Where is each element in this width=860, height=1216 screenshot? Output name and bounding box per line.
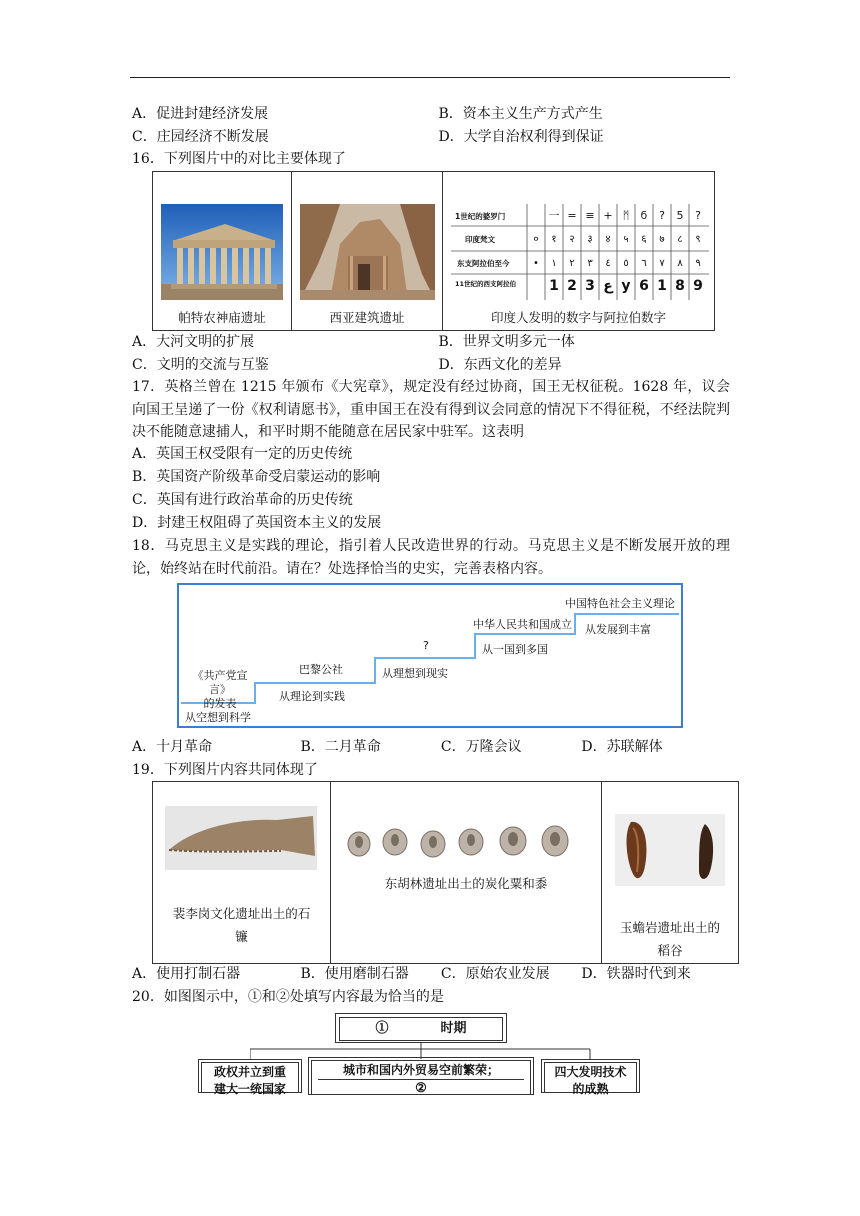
numeral-glyph: 6 — [639, 278, 649, 294]
q16-cell-parthenon — [153, 172, 291, 330]
diagram-left-line1: 政权并立到重 — [213, 1065, 286, 1079]
diagram-top-box — [335, 1013, 507, 1043]
q19-option-b[interactable]: B．使用磨制石器 — [300, 966, 409, 982]
parthenon-photo — [161, 204, 283, 300]
q16-figure — [152, 171, 715, 331]
q15-options-row2 — [132, 127, 604, 147]
q18-staircase-chart — [177, 583, 683, 728]
q16-option-c[interactable]: C．文明的交流与互鉴 — [132, 357, 269, 373]
diagram-left-box — [198, 1059, 302, 1096]
numeral-glyph: ४ — [605, 234, 611, 245]
q16-caption-1: 帕特农神庙遗址 — [178, 310, 266, 325]
q19-caption-2: 东胡林遗址出土的炭化粟和黍 — [384, 876, 548, 891]
diagram-right-inner — [544, 1062, 637, 1096]
numeral-glyph: ८ — [677, 234, 683, 245]
numeral-glyph: ٢ — [569, 258, 575, 269]
q19-option-a[interactable]: A．使用打制石器 — [132, 966, 241, 982]
q20-stem: 20．如图图示中，①和②处填写内容最为恰当的是 — [132, 989, 444, 1005]
q15-option-c[interactable]: C．庄园经济不断发展 — [132, 129, 269, 145]
q16-option-b[interactable]: B．世界文明多元一体 — [438, 334, 575, 350]
numeral-glyph: ५ — [623, 234, 629, 245]
q17-option-d[interactable]: D．封建王权阻碍了英国资本主义的发展 — [132, 515, 382, 531]
header-rule — [130, 77, 730, 78]
q19-caption-3a: 玉蟾岩遗址出土的 — [619, 920, 720, 935]
diagram-right-line2: 的成熟 — [572, 1082, 609, 1096]
step4-label: 从一国到多国 — [482, 643, 548, 656]
rice-grain-photo — [615, 814, 725, 886]
step1-label: 从空想到科学 — [185, 711, 251, 724]
q19-stem: 19．下列图片内容共同体现了 — [132, 762, 318, 778]
numeral-glyph: १ — [551, 234, 557, 245]
step4-event: 中华人民共和国成立 — [473, 618, 572, 631]
step2-event: 巴黎公社 — [299, 663, 343, 676]
numeral-glyph: ? — [695, 209, 701, 222]
q19-cell-sickle — [153, 782, 330, 963]
q16-stem: 16．下列图片中的对比主要体现了 — [132, 151, 346, 167]
numeral-glyph: ? — [659, 209, 665, 222]
step2-label: 从理论到实践 — [279, 690, 345, 703]
step5-label: 从发展到丰富 — [585, 623, 651, 636]
numeral-glyph: ᛗ — [622, 209, 630, 222]
q19-caption-3b: 稻谷 — [657, 943, 683, 958]
numeral-row-label-4: 11世纪的西支阿拉伯 — [455, 280, 517, 288]
numeral-glyph: 1 — [549, 278, 559, 294]
q15-options-row1 — [132, 104, 603, 124]
q18-option-c[interactable]: C．万隆会议 — [440, 739, 522, 755]
q18-option-d[interactable]: D．苏联解体 — [581, 739, 663, 755]
numeral-glyph: ९ — [695, 234, 701, 245]
numeral-glyph: ٥ — [623, 258, 629, 269]
numeral-row-label-1: 1世纪的婆罗门 — [455, 212, 506, 221]
numeral-row-label-3: 东支阿拉伯至今 — [457, 259, 510, 268]
numeral-glyph: ع — [603, 278, 613, 294]
numeral-row-label-2: 印度梵文 — [465, 235, 495, 244]
diagram-middle-box — [308, 1057, 534, 1095]
q15-option-d[interactable]: D．大学自治权利得到保证 — [438, 129, 604, 145]
q19-figure — [152, 781, 739, 964]
q19-option-d[interactable]: D．铁器时代到来 — [581, 966, 691, 982]
numeral-glyph: = — [567, 209, 577, 222]
diagram-top-label: ① 时期 — [339, 1017, 503, 1041]
q16-option-a[interactable]: A．大河文明的扩展 — [132, 334, 255, 350]
numeral-glyph: 5 — [676, 209, 684, 222]
q18-options — [132, 737, 663, 757]
numeral-glyph: 3 — [585, 278, 595, 294]
q19-cell-millet — [330, 782, 601, 963]
numeral-glyph: ७ — [659, 234, 665, 245]
q16-caption-3: 印度人发明的数字与阿拉伯数字 — [490, 310, 666, 325]
diagram-left-line2: 建大一统国家 — [213, 1082, 286, 1096]
millet-seeds-photo — [345, 820, 589, 866]
numeral-glyph: 一 — [548, 209, 560, 222]
q16-caption-2: 西亚建筑遗址 — [329, 310, 405, 325]
numeral-glyph: ٨ — [677, 258, 683, 269]
step1-event — [185, 669, 255, 711]
q17-stem: 17．英格兰曾在 1215 年颁布《大宪章》，规定没有经过协商，国王无权征税。1628 年，议会向国王呈递了一份《权利请愿书》，重申国王在没有得到议会同意的情况下不得征税，不经法院判决不能随意逮捕人，和平时期不能随意在居民家中驻军。这表明 — [132, 379, 730, 440]
numeral-glyph: ० — [533, 234, 539, 245]
numeral-glyph: २ — [569, 234, 575, 245]
numeral-glyph: 2 — [567, 278, 577, 294]
q16-option-d[interactable]: D．东西文化的差异 — [438, 357, 562, 373]
step1-event-line1: 《共产党宣言》 — [192, 669, 248, 696]
q19-option-c[interactable]: C．原始农业发展 — [440, 966, 550, 982]
numeral-glyph: + — [603, 209, 613, 222]
numeral-glyph: ١ — [551, 258, 557, 269]
numeral-glyph: ३ — [587, 234, 593, 245]
diagram-left-inner — [201, 1062, 299, 1096]
numeral-glyph: ≡ — [585, 209, 595, 222]
q16-options-row1 — [132, 332, 575, 352]
diagram-right-box — [541, 1059, 640, 1096]
q19-caption-1a: 裴李岗文化遗址出土的石 — [172, 906, 311, 921]
numeral-glyph: • — [533, 258, 539, 269]
q17-option-a[interactable]: A．英国王权受限有一定的历史传统 — [132, 446, 353, 462]
step3-label: 从理想到现实 — [382, 667, 448, 680]
q19-cell-rice — [601, 782, 738, 963]
q19-options — [132, 964, 691, 984]
q15-option-b[interactable]: B．资本主义生产方式产生 — [438, 106, 603, 122]
q19-caption-1b: 镰 — [235, 929, 248, 944]
numeral-glyph: ٣ — [587, 258, 593, 269]
numeral-glyph: ϭ — [640, 209, 648, 222]
numeral-glyph: ٧ — [659, 258, 665, 269]
step3-event: ? — [423, 639, 429, 652]
diagram-middle-line2: ② — [318, 1079, 524, 1097]
q18-stem: 18．马克思主义是实践的理论，指引着人民改造世界的行动。马克思主义是不断发展开放的理论，始终站在时代前沿。请在？处选择恰当的史实，完善表格内容。 — [132, 538, 730, 577]
numeral-glyph: 8 — [675, 278, 685, 294]
q18-option-a[interactable]: A．十月革命 — [132, 739, 213, 755]
q16-options-row2 — [132, 355, 562, 375]
numeral-glyph: ٤ — [605, 258, 611, 269]
numeral-glyph: ६ — [641, 234, 647, 245]
q17-option-b[interactable]: B．英国资产阶级革命受启蒙运动的影响 — [132, 469, 381, 485]
diagram-middle-inner — [311, 1060, 531, 1095]
numeral-glyph: 1 — [657, 278, 667, 294]
step5-event: 中国特色社会主义理论 — [565, 597, 675, 610]
petra-photo — [300, 204, 435, 300]
numeral-glyph: ٦ — [641, 258, 647, 269]
stone-sickle-photo — [165, 806, 317, 870]
q15-option-a[interactable]: A．促进封建经济发展 — [132, 106, 269, 122]
q17-option-c[interactable]: C．英国有进行政治革命的历史传统 — [132, 492, 353, 508]
step1-event-line2: 的发表 — [203, 697, 237, 710]
numeral-glyph: ٩ — [695, 258, 701, 269]
q18-option-b[interactable]: B．二月革命 — [300, 739, 381, 755]
diagram-right-line1: 四大发明技术 — [554, 1065, 627, 1079]
q16-cell-westasia — [291, 172, 442, 330]
diagram-middle-line1: 城市和国内外贸易空前繁荣； — [342, 1063, 499, 1077]
q16-cell-numerals — [442, 172, 714, 330]
numerals-table — [451, 204, 709, 300]
numeral-glyph: y — [621, 278, 631, 294]
numeral-glyph: 9 — [693, 278, 703, 294]
